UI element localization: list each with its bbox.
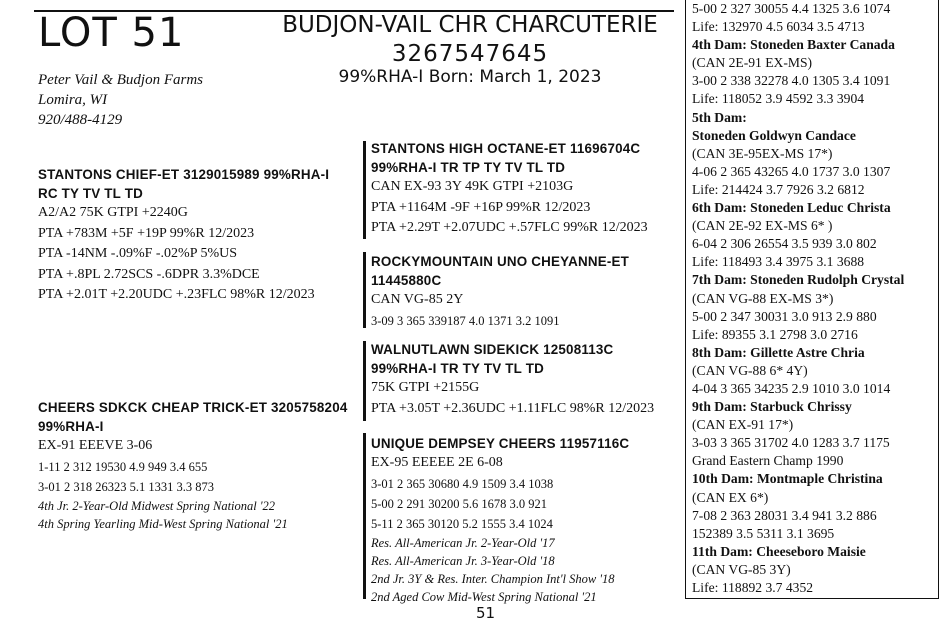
sire-dam-block bbox=[371, 252, 681, 331]
dam-sire-name: WALNUTLAWN SIDEKICK 12508113C bbox=[371, 342, 614, 357]
dam-line-column bbox=[692, 0, 936, 597]
dam-line-detail: 4-06 2 365 43265 4.0 1737 3.0 1307 bbox=[692, 163, 891, 179]
dam-dam-record: 5-00 2 291 30200 5.6 1678 3.0 921 bbox=[371, 496, 548, 511]
dam-sire-line: 75K GTPI +2155G bbox=[371, 380, 480, 395]
dam-dam-block bbox=[371, 434, 681, 606]
animal-info: 99%RHA-I Born: March 1, 2023 bbox=[338, 67, 602, 87]
dam-line-heading: 5th Dam: bbox=[692, 109, 747, 125]
dam-line-detail: Life: 214424 3.7 7926 3.2 6812 bbox=[692, 181, 865, 197]
sire-line: PTA +.8PL 2.72SCS -.6DPR 3.3%DCE bbox=[38, 266, 260, 282]
sire-sire-name: STANTONS HIGH OCTANE-ET 11696704C bbox=[371, 141, 641, 156]
sire-dam-line: CAN VG-85 2Y bbox=[371, 292, 464, 307]
dam-dam-award: Res. All-American Jr. 3-Year-Old '18 bbox=[371, 553, 555, 568]
dam-line-detail: 7-08 2 363 28031 3.4 941 3.2 886 bbox=[692, 507, 877, 523]
dam-dam-award: 2nd Aged Cow Mid-West Spring National '21 bbox=[371, 589, 597, 604]
dam-line-detail: (CAN EX-91 17*) bbox=[692, 417, 794, 433]
dam-line-detail: (CAN VG-88 6* 4Y) bbox=[692, 362, 808, 378]
dam-line-heading: Stoneden Goldwyn Candace bbox=[692, 127, 856, 143]
animal-name: BUDJON-VAIL CHR CHARCUTERIE bbox=[282, 12, 658, 38]
dam-line-detail: Life: 118493 3.4 3975 3.1 3688 bbox=[692, 254, 865, 270]
dam-dam-record: 5-11 2 365 30120 5.2 1555 3.4 1024 bbox=[371, 516, 553, 531]
dam-line-detail: Life: 132970 4.5 6034 3.5 4713 bbox=[692, 19, 865, 35]
sire-name: STANTONS CHIEF-ET 3129015989 99%RHA-I bbox=[38, 167, 330, 182]
dam-sire-block bbox=[371, 340, 681, 419]
page-number: 51 bbox=[476, 604, 496, 622]
dam-record: 1-11 2 312 19530 4.9 949 3.4 655 bbox=[38, 459, 208, 474]
dam-line-detail: (CAN VG-85 3Y) bbox=[692, 561, 791, 577]
sire-sire-line: PTA +1164M -9F +16P 99%R 12/2023 bbox=[371, 199, 591, 215]
sire-line: PTA +2.01T +2.20UDC +.23FLC 98%R 12/2023 bbox=[38, 287, 315, 302]
dam-dam-record: 3-01 2 365 30680 4.9 1509 3.4 1038 bbox=[371, 476, 554, 491]
dam-award: 4th Spring Yearling Mid-West Spring National '21 bbox=[38, 516, 288, 531]
sire-sire-line: PTA +2.29T +2.07UDC +.57FLC 99%R 12/2023 bbox=[371, 220, 648, 235]
pedigree-bracket bbox=[363, 341, 366, 421]
dam-line-detail: 5-00 2 327 30055 4.4 1325 3.6 1074 bbox=[692, 1, 891, 16]
dam-line-heading: 8th Dam: Gillette Astre Chria bbox=[692, 344, 865, 360]
dam-line-detail: (CAN VG-88 EX-MS 3*) bbox=[692, 290, 834, 306]
dam-line-heading: 11th Dam: Cheeseboro Maisie bbox=[692, 543, 866, 559]
pedigree-bracket bbox=[363, 141, 366, 239]
pedigree-bracket bbox=[363, 252, 366, 328]
dam-block bbox=[38, 398, 358, 533]
dam-award: 4th Jr. 2-Year-Old Midwest Spring National '22 bbox=[38, 498, 276, 513]
dam-record: 3-01 2 318 26323 5.1 1331 3.3 873 bbox=[38, 479, 215, 494]
dam-line: EX-91 EEEVE 3-06 bbox=[38, 438, 153, 453]
dam-line-detail: (CAN 3E-95EX-MS 17*) bbox=[692, 145, 833, 161]
dam-line-heading: 6th Dam: Stoneden Leduc Christa bbox=[692, 200, 891, 216]
sire-dam-name: ROCKYMOUNTAIN UNO CHEYANNE-ET bbox=[371, 254, 629, 269]
sire-line: A2/A2 75K GTPI +2240G bbox=[38, 205, 188, 220]
pedigree-bracket bbox=[363, 433, 366, 599]
dam-line-detail: 3-03 3 365 31702 4.0 1283 3.7 1175 bbox=[692, 435, 890, 451]
dam-line-heading: 9th Dam: Starbuck Chrissy bbox=[692, 399, 852, 415]
dam-sire-line: PTA +3.05T +2.36UDC +1.11FLC 98%R 12/2023 bbox=[371, 400, 655, 416]
dam-line-detail: 6-04 2 306 26554 3.5 939 3.0 802 bbox=[692, 236, 877, 252]
sire-block bbox=[38, 165, 358, 306]
sire-codes: RC TY TV TL TD bbox=[38, 186, 143, 201]
dam-name: CHEERS SDKCK CHEAP TRICK-ET 3205758204 bbox=[38, 400, 348, 415]
dam-dam-award: 2nd Jr. 3Y & Res. Inter. Champion Int'l Show '18 bbox=[371, 571, 615, 586]
consignor-phone: 920/488-4129 bbox=[38, 112, 123, 128]
dam-line-detail: (CAN 2E-91 EX-MS) bbox=[692, 55, 813, 71]
dam-line-detail: (CAN 2E-92 EX-MS 6* ) bbox=[692, 218, 833, 234]
dam-codes: 99%RHA-I bbox=[38, 419, 104, 434]
sire-sire-block bbox=[371, 139, 681, 239]
dam-line-detail: 4-04 3 365 34235 2.9 1010 3.0 1014 bbox=[692, 380, 891, 396]
dam-line-heading: 4th Dam: Stoneden Baxter Canada bbox=[692, 37, 895, 53]
dam-line-detail: Life: 118892 3.7 4352 bbox=[692, 580, 814, 595]
animal-registration: 3267547645 bbox=[391, 41, 549, 67]
dam-dam-line: EX-95 EEEEE 2E 6-08 bbox=[371, 455, 503, 470]
dam-line-heading: 10th Dam: Montmaple Christina bbox=[692, 471, 883, 487]
lot-title: LOT 51 bbox=[38, 10, 185, 56]
dam-line-detail: Life: 89355 3.1 2798 3.0 2716 bbox=[692, 326, 858, 342]
dam-sire-codes: 99%RHA-I TR TY TV TL TD bbox=[371, 361, 544, 376]
sire-dam-reg: 11445880C bbox=[371, 273, 442, 288]
dam-line-detail: (CAN EX 6*) bbox=[692, 489, 769, 505]
sire-sire-line: CAN EX-93 3Y 49K GTPI +2103G bbox=[371, 179, 574, 194]
dam-dam-name: UNIQUE DEMPSEY CHEERS 11957116C bbox=[371, 436, 630, 451]
dam-line-detail: Grand Eastern Champ 1990 bbox=[692, 453, 844, 469]
dam-dam-award: Res. All-American Jr. 2-Year-Old '17 bbox=[371, 535, 555, 550]
consignor-name: Peter Vail & Budjon Farms bbox=[38, 72, 203, 88]
dam-line-heading: 7th Dam: Stoneden Rudolph Crystal bbox=[692, 272, 905, 288]
dam-line-detail: Life: 118052 3.9 4592 3.3 3904 bbox=[692, 91, 865, 107]
dam-line-detail: 152389 3.5 5311 3.1 3695 bbox=[692, 525, 835, 541]
consignor-location: Lomira, WI bbox=[38, 92, 108, 108]
sire-dam-record: 3-09 3 365 339187 4.0 1371 3.2 1091 bbox=[371, 313, 560, 328]
sire-line: PTA -14NM -.09%F -.02%P 5%US bbox=[38, 246, 238, 261]
sire-line: PTA +783M +5F +19P 99%R 12/2023 bbox=[38, 225, 255, 241]
dam-line-detail: 5-00 2 347 30031 3.0 913 2.9 880 bbox=[692, 308, 877, 324]
dam-line-detail: 3-00 2 338 32278 4.0 1305 3.4 1091 bbox=[692, 73, 891, 89]
sire-sire-codes: 99%RHA-I TR TP TY TV TL TD bbox=[371, 160, 566, 175]
